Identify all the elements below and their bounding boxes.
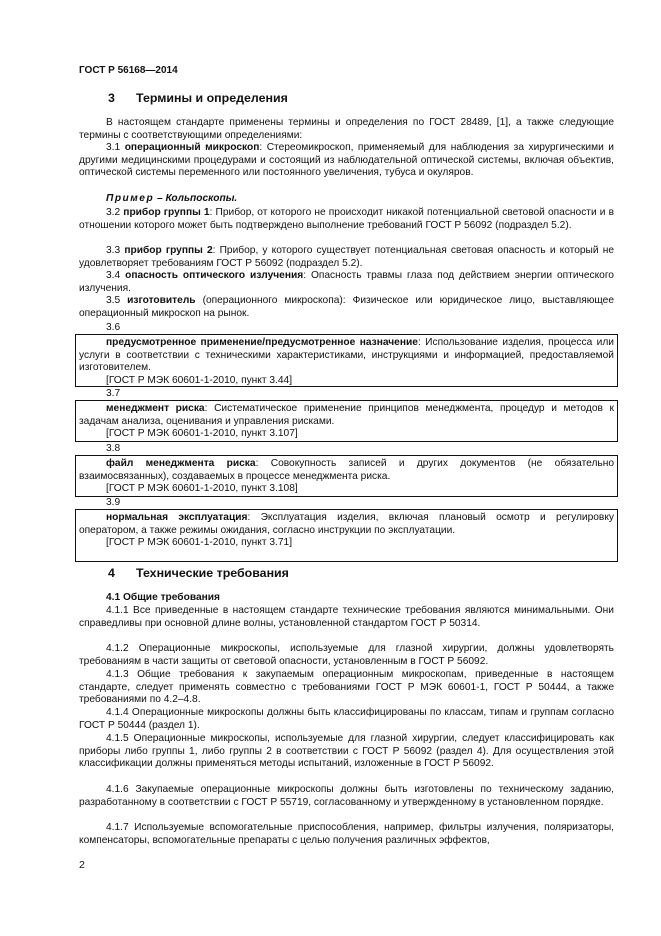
term-3-9-box [75,509,618,562]
term-3-6-box [75,334,618,387]
clause-4-1-7: 4.1.7 Используемые вспомогательные приспособления, например, фильтры излучения, поляризаторы, компенсаторы, вспомогательные препараты с целью получения различных эффектов, [79,822,614,846]
section-3-intro: В настоящем стандарте применены термины и определения по ГОСТ 28489, [1], а также следующие термины с соответствующими определениями: [79,117,614,141]
subsection-4-1-heading: 4.1 Общие требования [106,592,220,603]
term-3-1: 3.1 операционный микроскоп: Стереомикроскоп, применяемый для наблюдения за хирургическими и другими медицинскими процедурами и состоящий из наблюдательной оптической системы, включая объектив, оптической системы переменного или постоянного увеличения, тубуса и окуляров. [79,142,614,178]
term-3-7-number: 3.7 [106,388,121,399]
term-3-5: 3.5 изготовитель (операционного микроскопа): Физическое или юридическое лицо, выставляющее операционный микроскоп на рынок. [79,295,615,319]
term-3-8-number: 3.8 [106,443,121,454]
term-3-8-definition: файл менеджмента риска: Совокупность записей и других документов (не обязательно взаимосвязанных), создаваемых в процессе менеджмента риска. [79,458,614,482]
example-note: Пример – Кольпоскопы. [106,193,238,204]
clause-4-1-2: 4.1.2 Операционные микроскопы, используемые для глазной хирургии, должны удовлетворять требованиям в части защиты от световой опасности, установленным в ГОСТ Р 56092. [79,643,614,667]
term-3-7-definition: менеджмент риска: Систематическое применение принципов менеджмента, процедур и методов к задачам анализа, оценивания и управления рисками. [79,403,614,427]
section-3-heading [108,91,288,105]
term-3-8-box [75,455,618,497]
term-3-9-reference: [ГОСТ Р МЭК 60601-1-2010, пункт 3.71] [106,537,293,548]
section-number: 3 [108,91,115,105]
term-3-6-number: 3.6 [106,322,121,333]
clause-4-1-3: 4.1.3 Общие требования к закупаемым операционным микроскопам, приведенные в настоящем стандарте, следует применять совместно с требованиями ГОСТ Р МЭК 60601-1, ГОСТ Р 50444, а также требованиями по 4.2–4.8. [79,669,614,705]
term-3-7-reference: [ГОСТ Р МЭК 60601-1-2010, пункт 3.107] [106,428,298,439]
section-4-heading [108,566,289,580]
term-3-9-number: 3.9 [106,497,121,508]
term-3-4: 3.4 опасность оптического излучения: Опасность травмы глаза под действием энергии оптического излучения. [79,270,614,294]
term-3-6-reference: [ГОСТ Р МЭК 60601-1-2010, пункт 3.44] [106,374,293,386]
clause-4-1-5: 4.1.5 Операционные микроскопы, используемые для глазной хирургии, следует классифицировать как приборы либо группы 1, либо группы 2 в соответствии с ГОСТ Р 56092 (раздел 4). Для осуществления этой классификации должны применяться методы испытаний, изложенные в ГОСТ Р 56092. [79,733,614,769]
clause-4-1-6: 4.1.6 Закупаемые операционные микроскопы должны быть изготовлены по техническому заданию, разработанному в соответствии с ГОСТ Р 55719, согласованному и утвержденному в установленном порядке. [79,784,614,808]
page-number: 2 [79,859,85,871]
clause-4-1-4: 4.1.4 Операционные микроскопы должны быть классифицированы по классам, типам и группам согласно ГОСТ Р 50444 (раздел 1). [79,707,614,731]
term-3-6-definition: предусмотренное применение/предусмотренное назначение: Использование изделия, процесса или услуги в соответствии с техническими характеристиками, инструкциями и информацией, предоставляемой изготовителем. [79,337,614,373]
term-3-3: 3.3 прибор группы 2: Прибор, у которого существует потенциальная световая опасность и который не удовлетворяет требованиям ГОСТ Р 56092 (подраздел 5.2). [79,245,614,269]
term-3-8-reference: [ГОСТ Р МЭК 60601-1-2010, пункт 3.108] [106,483,298,494]
clause-4-1-1: 4.1.1 Все приведенные в настоящем стандарте технические требования являются минимальными. Они справедливы при основной длине волны, установленной стандартом ГОСТ Р 50314. [79,605,614,629]
document-header: ГОСТ Р 56168—2014 [79,65,178,76]
term-3-2: 3.2 прибор группы 1: Прибор, от которого не происходит никакой потенциальной световой опасности и в отношении которого может быть подтверждено выполнение требований ГОСТ Р 56092 (подраздел 5.2). [79,207,614,231]
section-number: 4 [108,566,115,580]
term-3-9-definition: нормальная эксплуатация: Эксплуатация изделия, включая плановый осмотр и регулировку оператором, а также режимы ожидания, согласно инструкции по эксплуатации. [79,512,614,536]
section-title: Термины и определения [136,91,288,105]
term-3-7-box [75,400,618,442]
section-title: Технические требования [136,566,289,580]
